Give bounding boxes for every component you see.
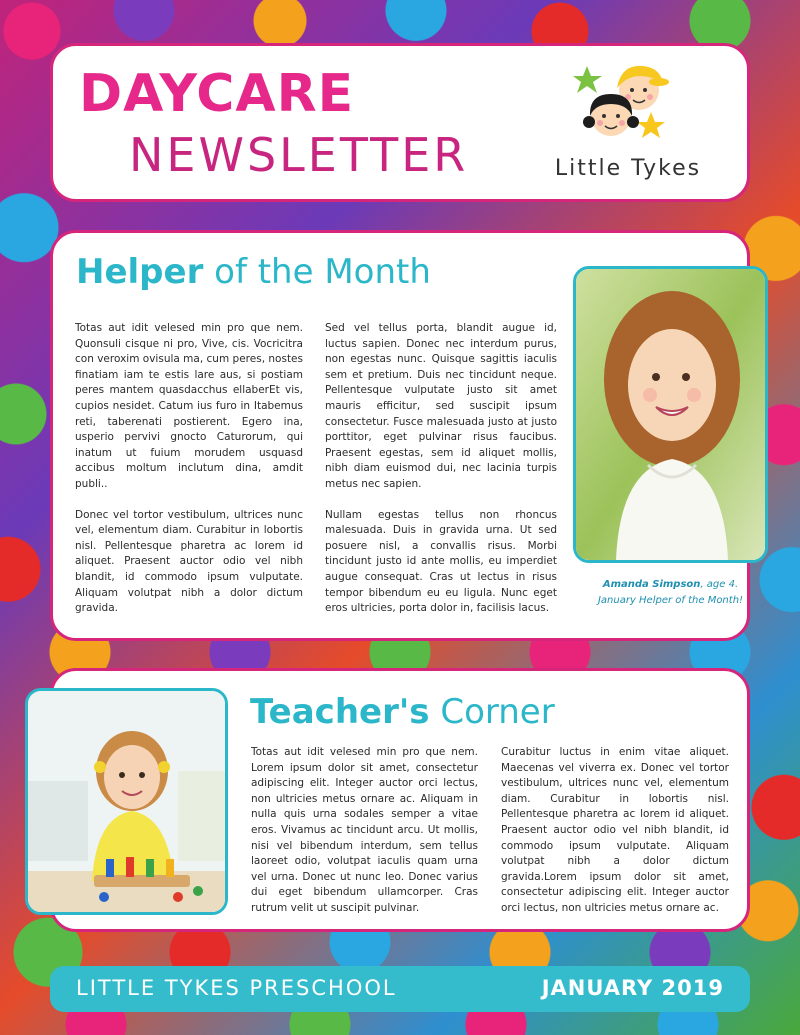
teacher-title-rest: Corner [429, 692, 555, 732]
caption-age: , age 4. [700, 579, 739, 590]
little-tykes-logo [523, 60, 733, 190]
helper-column-1 [75, 321, 303, 617]
footer-school-name: LITTLE TYKES PRESCHOOL [76, 976, 397, 1000]
caption-name: Amanda Simpson [602, 579, 701, 590]
teacher-column-2: Curabitur luctus in enim vitae aliquet. Maecenas vel viverra ex. Donec vel tortor vestibulum, ultrices nunc vel, elementum diam. Curabitur in lobortis nisl. Pellentesque pharetra ac lorem id aliquet. Praesent auctor odio vel nibh blandit, id commodo ipsum vulputate. Aliquam volutpat nibh a dolor dictum gravida.Lorem ipsum dolor sit amet, consectetur adipiscing elit. Integer auctor orci lectus, non ultricies metus ornare ac. [501, 746, 729, 914]
helper-photo [573, 266, 768, 563]
footer-bar [50, 966, 750, 1012]
helper-col2-paragraph: Nullam egestas tellus non rhoncus malesuada. Duis in gravida urna. Ut sed posuere nisl, a convallis risus. Morbi tincidunt justo id ante mollis, eu imperdiet augue consequat. Cras ut lectus in risus tempor bibendum eu eu ligula. Nunc eget eros ultricies, porta dolor in, facilisis lacus. [325, 508, 557, 615]
helper-title-rest: of the Month [203, 252, 431, 292]
child-playing-image [28, 691, 225, 912]
helper-col2-paragraph: Sed vel tellus porta, blandit augue id, luctus sapien. Donec nec interdum purus, non egestas nunc. Quisque sagittis iaculis sem et pretium. Duis nec tincidunt neque. Pellentesque vulputate justo sit amet mauris efficitur, sed suscipit ipsum consectetur. Fusce malesuada justo at justo porttitor, eget pulvinar risus faucibus. Praesent egestas, sem id aliquet mollis, nibh diam euismod dui, nec lacinia turpis metus nec sapien. [325, 322, 557, 490]
logo-text: Little Tykes [554, 156, 702, 181]
newsletter-header [50, 43, 750, 202]
helper-col1-paragraph: Totas aut idit velesed min pro que nem. Quonsuli cisque ni pro, Vive, cis. Vocricitra con veroxim ovisula ma, cum peres, nostes finatiam iam te estis lare aus, si postiam peres mantem quasdacchus ellaberEt vis, cupios nesidet. Catum ius furo in Itabemus reti, taberenati postierent. Egero ina, usperio pervivi gnocto Caturorum, qui inatum ut fuium morudem usquasd accibus moltum inclutum dina, amdit publi.. [75, 322, 303, 490]
helper-title-bold: Helper [76, 252, 204, 292]
caption-line2: January Helper of the Month! [597, 595, 744, 606]
footer-date: JANUARY 2019 [541, 976, 724, 1000]
teacher-section-title [250, 692, 555, 732]
newsletter-title-line2: NEWSLETTER [129, 128, 469, 182]
helper-photo-caption [573, 577, 768, 609]
girl-portrait-image [576, 269, 765, 560]
helper-column-2 [325, 321, 557, 617]
kids-faces-stars-icon [573, 60, 683, 152]
teacher-column-1: Totas aut idit velesed min pro que nem. Lorem ipsum dolor sit amet, consectetur adipiscing elit. Integer auctor orci lectus, non ultricies metus ornare ac. Aliquam in nulla quis urna sodales semper a vitae eros. Vivamus ac tincidunt arcu. Ut mollis, nisi vel bibendum interdum, sem tellus laoreet odio, volutpat iaculis quam urna vel urna. Donec ut nunc leo. Donec varius dui eget bibendum ullamcorper. Cras rutrum velit ut suscipit pulvinar. [251, 746, 478, 914]
teacher-photo [25, 688, 228, 915]
helper-col1-paragraph: Donec vel tortor vestibulum, ultrices nunc vel, elementum diam. Curabitur in lobortis nisl. Pellentesque pharetra ac lorem id aliquet. Praesent auctor odio vel nibh blandit, id commodo ipsum vulputate. Aliquam volutpat nibh a dolor dictum gravida. [75, 508, 303, 615]
teacher-title-bold: Teacher's [250, 692, 430, 732]
newsletter-title-line1: DAYCARE [79, 64, 355, 124]
helper-section-title [76, 252, 431, 292]
